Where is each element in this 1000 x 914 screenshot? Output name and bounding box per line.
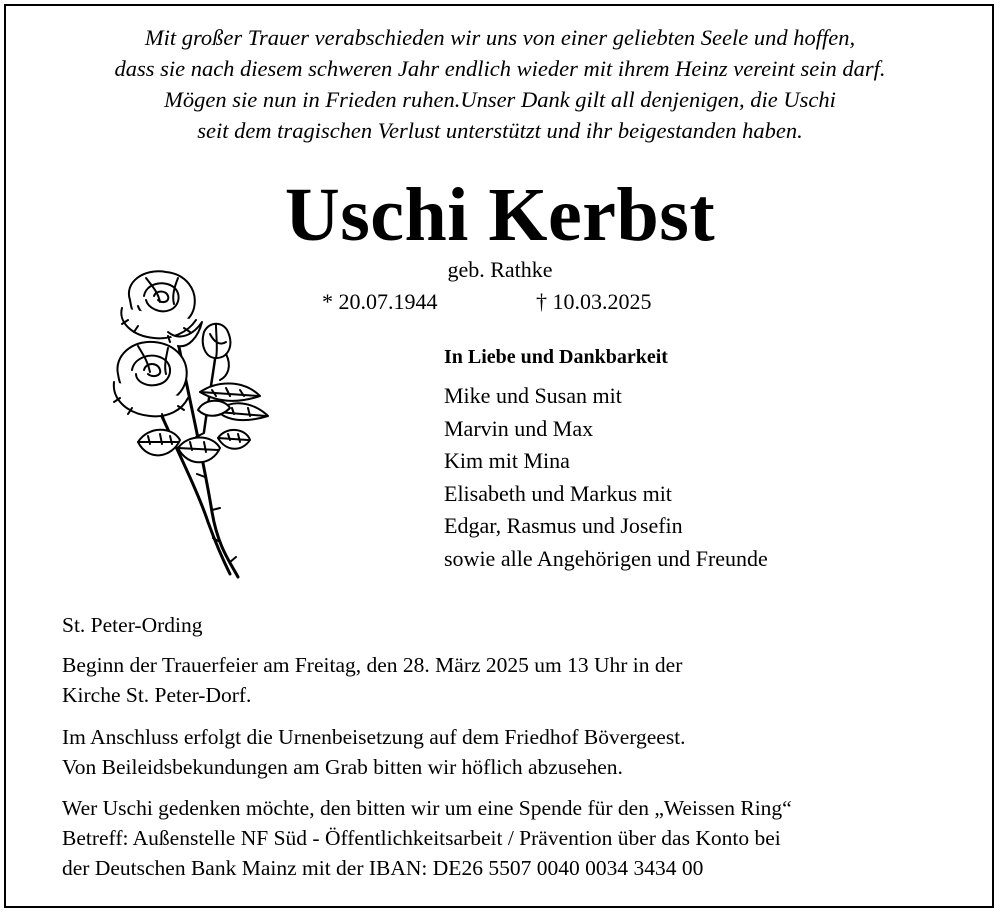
urn-line: Im Anschluss erfolgt die Urnenbeisetzung auf dem Friedhof Bövergeest. <box>62 725 686 749</box>
service-paragraph <box>62 650 682 710</box>
deceased-name: Uschi Kerbst <box>284 173 716 257</box>
family-line: Kim mit Mina <box>444 448 570 474</box>
family-line: Marvin und Max <box>444 415 594 441</box>
donation-line: Betreff: Außenstelle NF Süd - Öffentlichkeitsarbeit / Prävention über das Konto bei <box>62 826 781 850</box>
intro-text <box>0 22 1000 146</box>
intro-line: Mögen sie nun in Frieden ruhen.Unser Dank gilt all denjenigen, die Uschi <box>164 87 836 112</box>
thanks-title: In Liebe und Dankbarkeit <box>444 346 668 368</box>
urn-line: Von Beileidsbekundungen am Grab bitten wir höflich abzusehen. <box>62 755 623 779</box>
birth-name: geb. Rathke <box>447 257 553 282</box>
family-line: Elisabeth und Markus mit <box>444 480 672 506</box>
intro-line: dass sie nach diesem schweren Jahr endlich wieder mit ihrem Heinz vereint sein darf. <box>114 56 886 81</box>
family-line: Edgar, Rasmus und Josefin <box>444 513 683 539</box>
family-line: Mike und Susan mit <box>444 383 622 408</box>
intro-line: Mit großer Trauer verabschieden wir uns von einer geliebten Seele und hoffen, <box>144 25 856 50</box>
place-text <box>62 610 203 640</box>
death-date: † 10.03.2025 <box>536 289 652 314</box>
family-line: sowie alle Angehörigen und Freunde <box>444 545 768 571</box>
service-line: Beginn der Trauerfeier am Freitag, den 28. März 2025 um 13 Uhr in der <box>62 653 683 677</box>
service-line: Kirche St. Peter-Dorf. <box>62 683 252 707</box>
place-line: St. Peter-Ording <box>62 613 203 637</box>
family-list <box>444 380 768 576</box>
donation-line: Wer Uschi gedenken möchte, den bitten wir um eine Spende für den „Weissen Ring“ <box>62 796 792 820</box>
donation-paragraph <box>62 793 792 883</box>
rose-illustration-icon <box>108 262 278 584</box>
urn-paragraph <box>62 722 686 782</box>
intro-line: seit dem tragischen Verlust unterstützt und ihr beigestanden haben. <box>197 118 803 143</box>
donation-line: der Deutschen Bank Mainz mit der IBAN: DE26 5507 0040 0034 3434 00 <box>62 856 704 880</box>
birth-date: * 20.07.1944 <box>322 289 438 314</box>
